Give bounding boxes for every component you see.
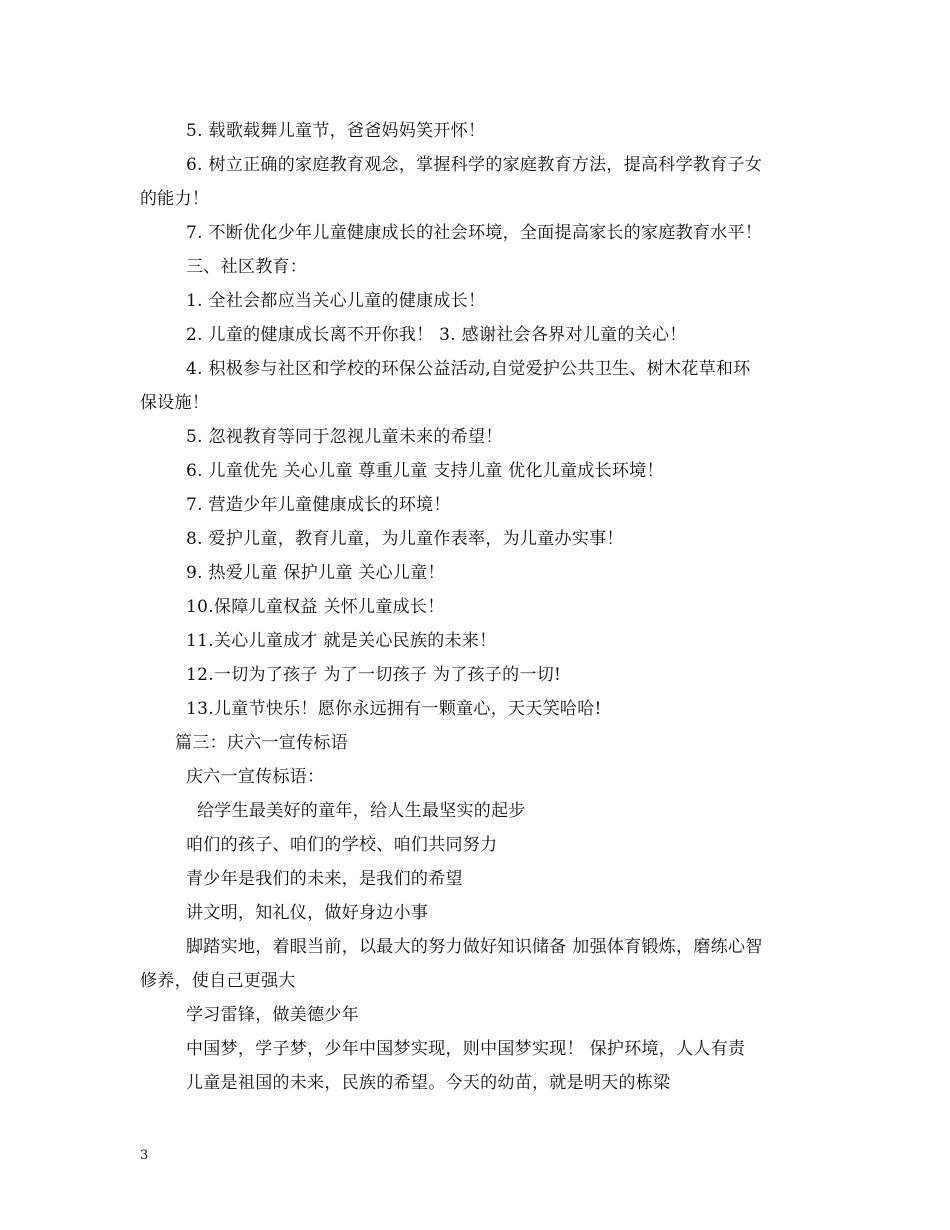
- text-line: 给学生最美好的童年，给人生最坚实的起步: [197, 801, 526, 821]
- text-line: 10.保障儿童权益 关怀儿童成长！: [186, 597, 445, 617]
- text-line: 脚踏实地，着眼当前，以最大的努力做好知识储备 加强体育锻炼，磨练心智: [186, 937, 763, 957]
- text-line: 1. 全社会都应当关心儿童的健康成长！: [186, 291, 486, 311]
- text-line: 儿童是祖国的未来，民族的希望。今天的幼苗，就是明天的栋梁: [186, 1073, 671, 1093]
- text-line: 咱们的孩子、咱们的学校、咱们共同努力: [186, 835, 498, 855]
- text-line: 保设施！: [140, 393, 210, 413]
- text-line: 6. 儿童优先 关心儿童 尊重儿童 支持儿童 优化儿童成长环境！: [186, 461, 664, 481]
- text-line: 8. 爱护儿童，教育儿童，为儿童作表率，为儿童办实事！: [186, 529, 624, 549]
- text-line: 7. 不断优化少年儿童健康成长的社会环境，全面提高家长的家庭教育水平！: [186, 223, 763, 243]
- text-line: 4. 积极参与社区和学校的环保公益活动,自觉爱护公共卫生、树木花草和环: [186, 359, 751, 379]
- section-heading: 三、社区教育：: [186, 257, 308, 277]
- text-line: 青少年是我们的未来，是我们的希望: [186, 869, 463, 889]
- text-line: 学习雷锋，做美德少年: [186, 1005, 359, 1025]
- text-line: 7. 营造少年儿童健康成长的环境！: [186, 495, 451, 515]
- text-line: 修养，使自己更强大: [140, 971, 296, 991]
- text-line: 5. 忽视教育等同于忽视儿童未来的希望！: [186, 427, 503, 447]
- text-line: 12.一切为了孩子 为了一切孩子 为了孩子的一切!: [186, 665, 562, 685]
- text-line: 中国梦，学子梦，少年中国梦实现，则中国梦实现！ 保护环境，人人有责: [186, 1039, 746, 1059]
- text-line: 11.关心儿童成才 就是关心民族的未来！: [186, 631, 497, 651]
- chapter-heading: 篇三：庆六一宣传标语: [175, 733, 348, 753]
- text-line: 2. 儿童的健康成长离不开你我！ 3. 感谢社会各界对儿童的关心！: [186, 325, 687, 345]
- text-line: 的能力！: [140, 189, 210, 209]
- text-line: 9. 热爱儿童 保护儿童 关心儿童！: [186, 563, 445, 583]
- page-number: 3: [140, 1148, 149, 1163]
- text-line: 6. 树立正确的家庭教育观念，掌握科学的家庭教育方法，提高科学教育子女: [186, 155, 763, 175]
- text-line: 13.儿童节快乐！愿你永远拥有一颗童心，天天笑哈哈!: [186, 699, 602, 719]
- text-line: 5. 载歌载舞儿童节，爸爸妈妈笑开怀！: [186, 121, 486, 141]
- text-line: 讲文明，知礼仪，做好身边小事: [186, 903, 429, 923]
- text-line: 庆六一宣传标语：: [186, 767, 325, 787]
